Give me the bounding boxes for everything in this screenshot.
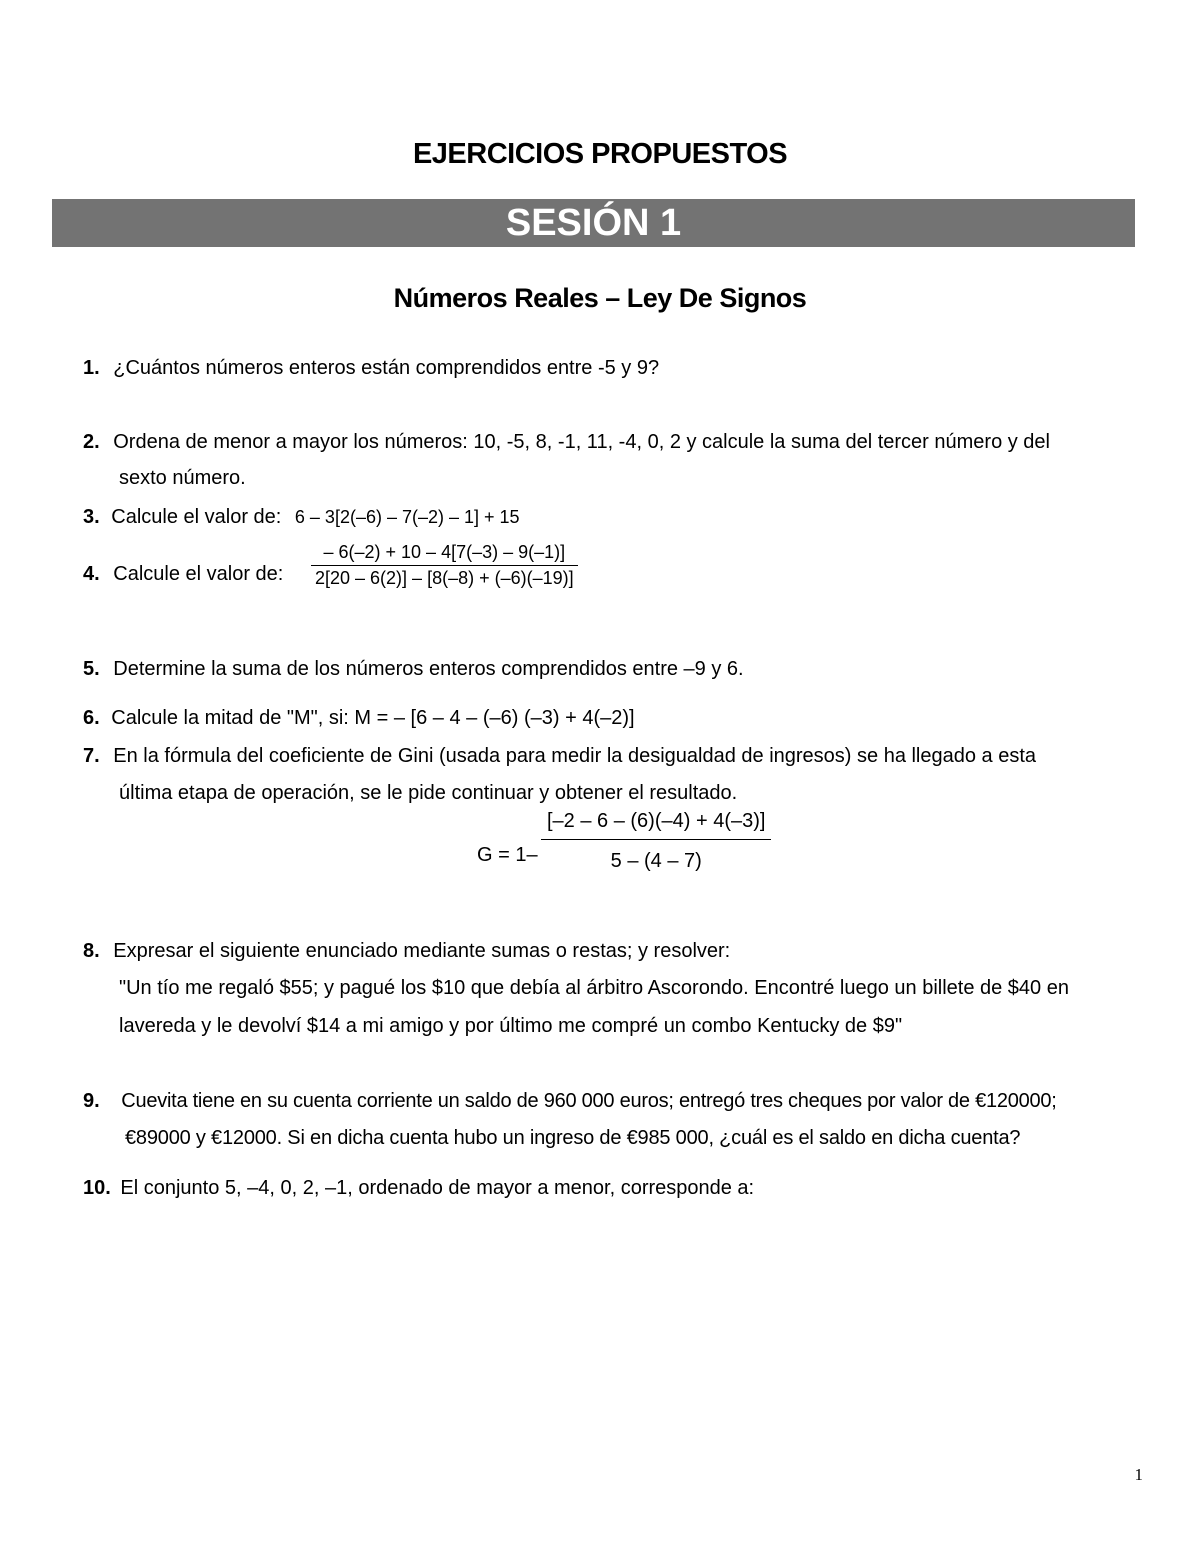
exercise-number: 1. xyxy=(83,357,100,379)
exercise-text: Cuevita tiene en su cuenta corriente un saldo de 960 000 euros; entregó tres cheques por valor de €120000; xyxy=(121,1090,1057,1112)
exercise-8 xyxy=(83,939,730,963)
formula-lhs: G = 1– xyxy=(477,844,538,866)
exercise-4 xyxy=(83,562,283,586)
session-banner xyxy=(52,199,1135,247)
exercise-number: 4. xyxy=(83,563,100,585)
exercise-text: ¿Cuántos números enteros están comprendidos entre -5 y 9? xyxy=(113,357,660,379)
exercise-2-continuation: sexto número. xyxy=(119,467,246,489)
exercise-number: 2. xyxy=(83,431,100,453)
gini-fraction xyxy=(541,810,771,873)
exercise-5 xyxy=(83,657,744,681)
exercise-text: Expresar el siguiente enunciado mediante sumas o restas; y resolver: xyxy=(113,940,731,962)
exercise-text: En la fórmula del coeficiente de Gini (usada para medir la desigualdad de ingresos) se ha llegado a esta xyxy=(113,745,1037,767)
exercise-number: 6. xyxy=(83,707,100,729)
fraction-denominator: 5 – (4 – 7) xyxy=(610,850,702,872)
exercise-1 xyxy=(83,356,659,380)
exercise-number: 9. xyxy=(83,1090,100,1112)
math-expression: 6 – 3[2(–6) – 7(–2) – 1] + 15 xyxy=(294,507,520,527)
exercise-label: Calcule el valor de: xyxy=(113,563,284,585)
exercise-text: Calcule la mitad de "M", si: M = – [6 – 4 – (–6) (–3) + 4(–2)] xyxy=(111,707,635,729)
exercise-8-quote-line-1: "Un tío me regaló $55; y pagué los $10 que debía al árbitro Ascorondo. Encontré luego un billete de $40 en xyxy=(119,977,1069,999)
section-subtitle: Números Reales – Ley De Signos xyxy=(393,283,807,313)
exercise-text: El conjunto 5, –4, 0, 2, –1, ordenado de mayor a menor, corresponde a: xyxy=(120,1177,755,1199)
exercise-8-quote-line-2: lavereda y le devolví $14 a mi amigo y por último me compré un combo Kentucky de $9" xyxy=(119,1015,903,1037)
fraction-numerator: – 6(–2) + 10 – 4[7(–3) – 9(–1)] xyxy=(311,542,578,566)
exercise-label: Calcule el valor de: xyxy=(111,506,282,528)
exercise-text: Determine la suma de los números enteros comprendidos entre –9 y 6. xyxy=(113,658,744,680)
exercise-number: 10. xyxy=(83,1177,111,1199)
exercise-number: 3. xyxy=(83,506,100,528)
exercise-9 xyxy=(83,1089,1057,1113)
fraction-denominator: 2[20 – 6(2)] – [8(–8) + (–6)(–19)] xyxy=(315,568,574,588)
exercise-text: Ordena de menor a mayor los números: 10, -5, 8, -1, 11, -4, 0, 2 y calcule la suma del tercer número y del xyxy=(113,431,1050,453)
exercise-number: 5. xyxy=(83,658,100,680)
page-number: 1 xyxy=(1134,1465,1143,1484)
exercise-3 xyxy=(83,505,520,529)
exercise-2 xyxy=(83,430,1050,454)
exercise-number: 8. xyxy=(83,940,100,962)
exercise-10 xyxy=(83,1176,754,1200)
fraction-numerator: [–2 – 6 – (6)(–4) + 4(–3)] xyxy=(541,810,771,840)
fraction xyxy=(311,542,578,589)
exercise-9-continuation: €89000 y €12000. Si en dicha cuenta hubo un ingreso de €985 000, ¿cuál es el saldo en dicha cuenta? xyxy=(125,1127,1021,1149)
document-title: EJERCICIOS PROPUESTOS xyxy=(412,138,788,170)
exercise-number: 7. xyxy=(83,745,100,767)
exercise-6 xyxy=(83,706,635,730)
exercise-7-continuation: última etapa de operación, se le pide continuar y obtener el resultado. xyxy=(119,782,738,804)
exercise-7 xyxy=(83,744,1036,768)
session-label: SESIÓN 1 xyxy=(505,201,682,244)
